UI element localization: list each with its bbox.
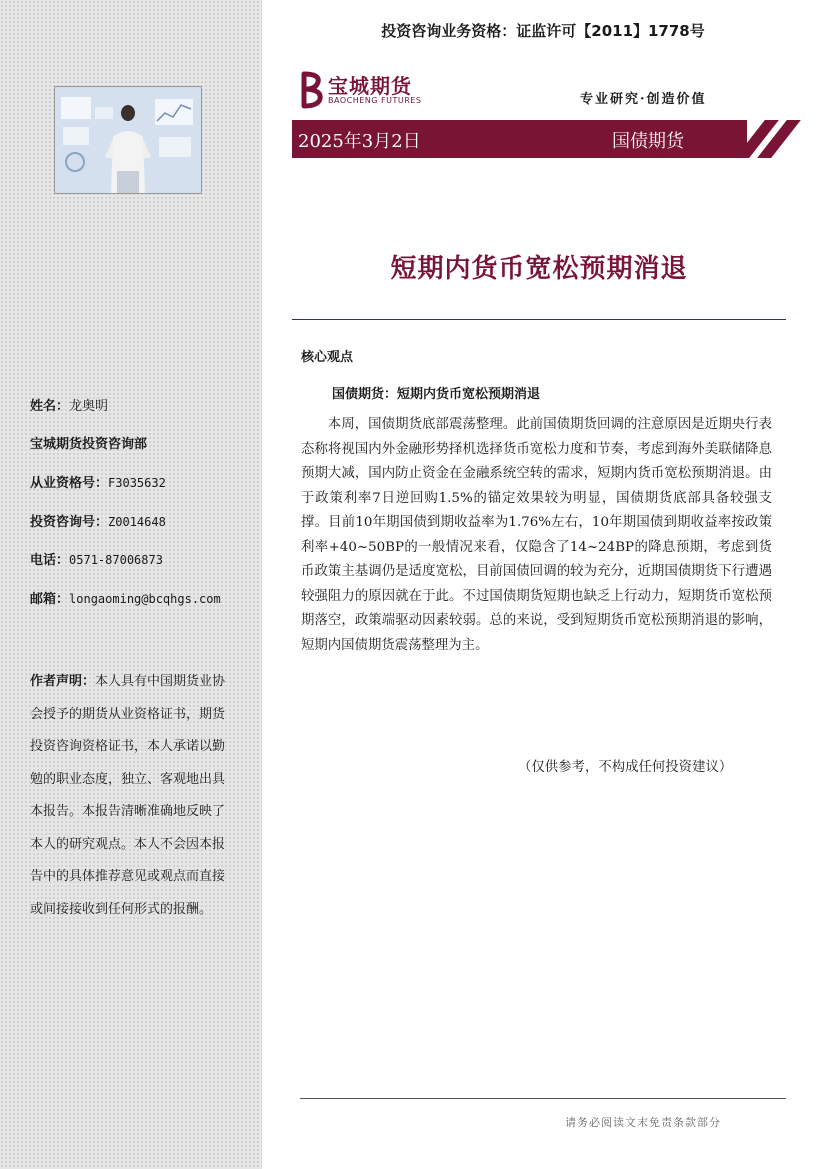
logo-english: BAOCHENG FUTURES [328,96,422,105]
qualification-line: 投资咨询业务资格：证监许可【2011】1778号 [381,22,705,40]
author-name: 龙奥明 [69,399,109,414]
analyst-photo-illustration [55,87,201,193]
author-declaration [30,666,230,926]
author-consult-row [30,513,166,532]
company-logo [298,68,438,112]
title-divider [292,319,786,320]
logo-name: 宝城期货 [328,74,412,98]
core-heading: 核心观点 [301,350,354,365]
report-title: 短期内货币宽松预期消退 [390,254,688,284]
logo-mark-icon [298,70,326,110]
author-email-row [30,590,221,609]
report-body: 本周，国债期货底部震荡整理。此前国债期货回调的注意原因是近期央行表态称将视国内外金融形势择机选择货币宽松力度和节奏，考虑到海外美联储降息预期大减，国内防止资金在金融系统空转的需求，短期内货币宽松预期消退。由于政策利率7日逆回购1.5%的锚定效果较为明显，国债期货底部具备较强支撑。目前10年期国债到期收益率为1.76%左右，10年期国债到期收益率按政策利率+40~50BP的一般情况来看，仅隐含了14~24BP的降息预期，考虑到货币政策主基调仍是适度宽松，目前国债回调的较为充分，近期国债期货下行遭遇较强阻力的原因就在于此。不过国债期货短期也缺乏上行动力，短期货币宽松预期落空，政策端驱动因素较弱。总的来说，受到短期货币宽松预期消退的影响，短期内国债期货震荡整理为主。 [301,417,772,653]
sub-heading: 国债期货：短期内货币宽松预期消退 [332,387,541,402]
analyst-photo [54,86,202,194]
author-email[interactable]: longaoming@bcqhgs.com [69,592,221,606]
author-consult: Z0014648 [108,515,166,529]
footer-divider [300,1098,786,1099]
report-date: 2025年3月2日 [298,131,421,152]
author-consult-label: 投资咨询号： [30,515,109,530]
footer-note: 请务必阅读文末免责条款部分 [565,1116,721,1129]
author-phone-row [30,551,163,570]
author-department-text: 宝城期货投资咨询部 [30,437,148,452]
author-department [30,436,147,454]
author-license-row [30,474,166,493]
report-disclaimer: （仅供参考，不构成任何投资建议） [518,760,733,775]
author-declaration-label: 作者声明： [30,674,96,689]
author-email-label: 邮箱： [30,592,70,607]
author-declaration-text: 本人具有中国期货业协会授予的期货从业资格证书，期货投资咨询资格证书，本人承诺以勤勉的职业态度，独立、客观地出具本报告。本报告清晰准确地反映了本人的研究观点。本人不会因本报告中的具体推荐意见或观点而直接或间接接收到任何形式的报酬。 [30,674,226,917]
author-license-label: 从业资格号： [30,476,109,491]
author-name-label: 姓名： [30,399,70,414]
author-phone: 0571-87006873 [69,553,163,567]
company-slogan: 专业研究·创造价值 [580,92,707,107]
author-license: F3035632 [108,476,166,490]
author-name-row [30,398,108,416]
author-phone-label: 电话： [30,553,70,568]
report-category: 国债期货 [612,131,684,152]
